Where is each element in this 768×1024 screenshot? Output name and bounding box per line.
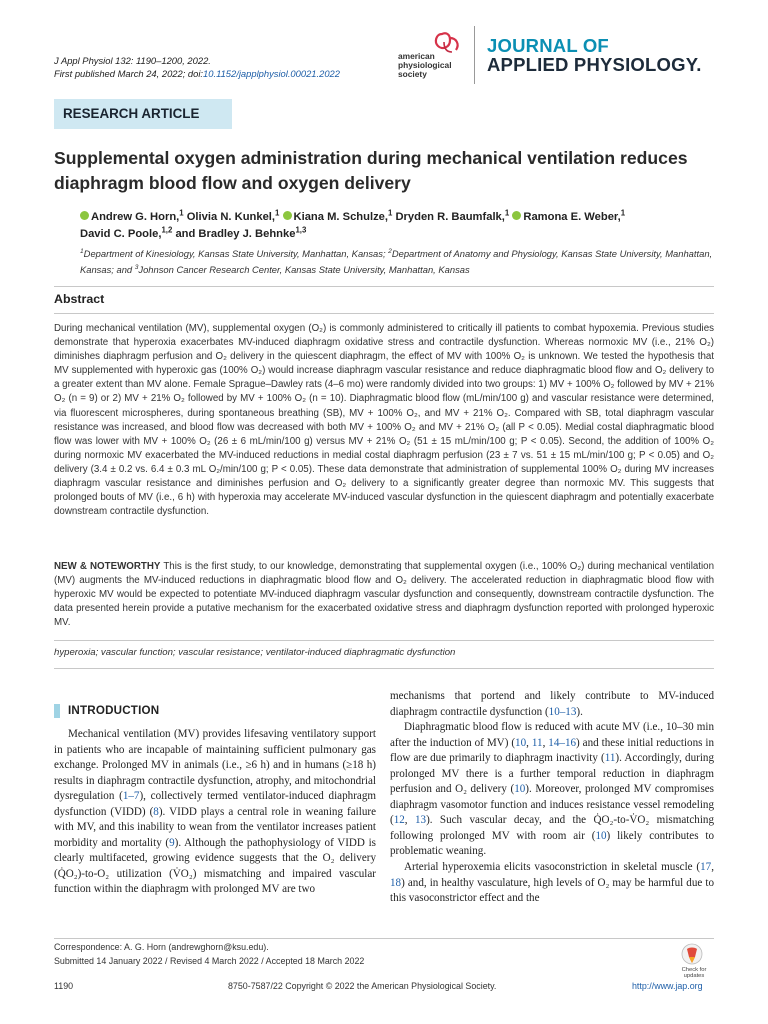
page-number: 1190 (54, 981, 74, 991)
citation (54, 54, 340, 80)
orcid-icon[interactable] (512, 211, 521, 220)
check-for-updates-label[interactable]: Check for updates (681, 967, 707, 979)
affiliation: Johnson Cancer Research Center, Kansas State University, Manhattan, Kansas (138, 264, 470, 275)
section-divider (54, 286, 714, 287)
author-name: Dryden R. Baumfalk, (395, 211, 505, 223)
text-run: ) and, in healthy vasculature, high levels of O₂ may be harmful due to this vasoconstrictor effect and the (390, 876, 714, 905)
text-run: ). VIDD plays a central role in weaning failure with MV, and this inability to wean from the ventilator increases patient morbidity and mortality ( (54, 805, 376, 849)
affil-sup: 3 (134, 263, 139, 271)
text-run: ). Although the pathophysiology of VIDD is clearly multifaceted, growing evidence suggests that the O₂ delivery (Q̇O₂)-to-O₂ utilization (V̇O₂) mismatching and impaired vascular function within the diaphragm with prolonged MV are two (54, 836, 376, 896)
journal-url-link[interactable]: http://www.jap.org (632, 981, 703, 991)
text-run: ). Such vascular decay, and the Q̇O₂-to-V̇O₂ mismatching following prolonged MV with room air ( (390, 814, 714, 842)
journal-name (487, 36, 702, 74)
abstract-body: During mechanical ventilation (MV), supplemental oxygen (O₂) is commonly administered to critically ill patients to combat hypoxemia. Previous studies demonstrate that hyperoxia exacerbates MV-induced diaphragm oxidative stress and contractile dysfunction. Whereas normoxic MV (i.e., 21% O₂) diminishes diaphragm perfusion and O₂ delivery in the quiescent diaphragm, the effect of MV with 100% O₂ is unknown. We tested the hypothesis that MV supplemented with hyperoxic gas (100% O₂) would increase diaphragm vascular resistance and reduce diaphragmatic blood flow and O₂ delivery to a greater extent than MV alone. Female Sprague–Dawley rats (4–6 mo) were randomly divided into two groups: 1) MV + 100% O₂ followed by MV + 21% O₂ (n = 9) or 2) MV + 21% O₂ followed by MV + 100% O₂ (n = 10). Diaphragmatic blood flow (mL/min/100 g) and vascular resistance were determined, via fluorescent microspheres, during spontaneous breathing (SB), MV + 100% O₂, and MV + 21% O₂. Compared with SB, total diaphragm vascular resistance was increased, and blood flow was decreased with both MV + 100% O₂ and MV + 21% O₂ (all P < 0.05). Medial costal diaphragmatic blood flow was lower with MV + 100% O₂ (26 ± 6 mL/min/100 g) versus MV + 21% O₂ (51 ± 15 mL/min/100 g; P < 0.05). Second, the addition of 100% O₂ during normoxic MV exacerbated the MV-induced reductions in medial costal diaphragm perfusion (23 ± 7 vs. 51 ± 15 mL/min/100 g; P < 0.05) and O₂ delivery (3.4 ± 0.2 vs. 6.4 ± 0.3 mL O₂/min/100 g; P < 0.05). These data demonstrate that administration of supplemental 100% O₂ during MV increases diaphragm vascular resistance and diminishes perfusion and O₂ delivery to a significantly greater degree than normoxic MV. This suggests that prolonged bouts of MV (i.e., 6 h) with hyperoxia may accelerate MV-induced vascular dysfunction in the quiescent diaphragm and potentially exacerbate downstream contractile dysfunction. (54, 323, 714, 518)
body-column-left (54, 727, 376, 898)
author-affil-sup: 1 (620, 208, 626, 218)
text-run: ). (576, 705, 583, 718)
author-name: David C. Poole, (80, 228, 162, 240)
copyright: 8750-7587/22 Copyright © 2022 the American Physiological Society. (228, 981, 497, 991)
affil-sup: 2 (388, 247, 392, 255)
reference-link[interactable]: 12 (393, 814, 405, 827)
journal-name-line1: JOURNAL OF (487, 35, 609, 56)
journal-name-line2: APPLIED PHYSIOLOGY. (487, 54, 702, 75)
section-marker (54, 704, 60, 718)
paragraph: Arterial hyperoxemia elicits vasoconstriction in skeletal muscle (17, 18) and, in healthy vasculature, high levels of O₂ may be harmful due to this vasoconstrictor effect and the (390, 861, 714, 905)
author-affil-sup: 1 (388, 208, 393, 218)
citation-doi-line (54, 67, 340, 80)
footer-divider (54, 938, 714, 939)
society-line: physiological (398, 60, 452, 70)
correspondence: Correspondence: A. G. Horn (andrewghorn@ksu.edu). (54, 942, 269, 952)
section-divider (54, 313, 714, 314)
affiliation: Department of Anatomy and Physiology, Kansas State University, Manhattan, Kansas; and (80, 248, 713, 275)
reference-link[interactable]: 10–13 (548, 705, 577, 718)
society-line: american (398, 51, 435, 61)
text-run: ). Moreover, prolonged MV compromises diaphragm vasomotor function and induces resistance vessel remodeling ( (390, 783, 715, 827)
author-list (80, 209, 720, 243)
reference-link[interactable]: 8 (153, 805, 159, 818)
new-noteworthy-label: NEW & NOTEWORTHY (54, 561, 161, 572)
reference-link[interactable]: 18 (390, 876, 402, 889)
author-name: Andrew G. Horn, (91, 211, 180, 223)
text-run: Diaphragmatic blood flow is reduced with acute MV (i.e., 10–30 min after the induction of MV) ( (390, 721, 714, 749)
introduction-heading: INTRODUCTION (68, 704, 160, 717)
paragraph (390, 689, 714, 720)
author-affil-sup: 1 (504, 208, 510, 218)
text-run: ). Accordingly, during prolonged MV there is a further temporal reduction in diaphragm perfusion and O₂ delivery ( (390, 752, 714, 796)
doi-link[interactable]: 10.1152/japplphysiol.00021.2022 (203, 68, 340, 79)
new-noteworthy (54, 560, 714, 630)
orcid-icon[interactable] (283, 211, 292, 220)
reference-link[interactable]: 11 (604, 752, 616, 765)
affil-sup: 1 (80, 247, 84, 255)
logo-divider (474, 26, 475, 84)
new-noteworthy-body: This is the first study, to our knowledge, demonstrating that supplemental oxygen (i.e., 100% O₂) during mechanical ventilation (MV) augments the MV-induced reductions in diaphragmatic blood flow and O₂ delivery. The accelerated reduction in diaphragmatic blood flow with hyperoxic MV would be expected to potentiate MV-induced diaphragm vascular dysfunction and consequently, downstream contractile dysfunction. The data presented herein provide a putative mechanism for the exacerbated oxidative stress and diaphragm dysfunction reported with prolonged hyperoxic MV. (54, 561, 714, 629)
section-divider (54, 668, 714, 669)
reference-link[interactable]: 1–7 (122, 790, 140, 803)
paragraph: Diaphragmatic blood flow is reduced with acute MV (i.e., 10–30 min after the induction of MV) (10, 11, 14–16) and these initial reductions in flow are due primarily to diaphragm inactivity (11). Accordingly, during prolonged MV there is a further temporal reduction in diaphragm perfusion and O₂ delivery (10). Moreover, prolonged MV compromises diaphragm vasomotor function and induces resistance vessel remodeling (12, 13). Such vascular decay, and the Q̇O₂-to-V̇O₂ mismatching following prolonged MV with room air (10) likely contributes to problematic weaning. (390, 721, 715, 858)
text-run: ), collectively termed ventilator-induced diaphragm dysfunction (VIDD) ( (54, 790, 376, 818)
article-type-label: RESEARCH ARTICLE (54, 99, 232, 129)
text-run: Mechanical ventilation (MV) provides lifesaving ventilatory support in patients who are incapable of maintaining sufficient pulmonary gas exchange. Prolonged MV in animals (i.e., ≥6 h) and in humans (≥18 h) results in diaphragm contractile dysfunction, atrophy, and mitochondrial dysregulation ( (54, 728, 376, 803)
text-run: mechanisms that portend and likely contribute to MV-induced diaphragm contractile dysfunction ( (390, 690, 714, 718)
society-name (398, 52, 452, 79)
reference-link[interactable]: 11 (531, 736, 543, 749)
article-title: Supplemental oxygen administration during mechanical ventilation reduces diaphragm blood flow and oxygen delivery (54, 148, 688, 193)
text-run: ) and these initial reductions in flow are due primarily to diaphragm inactivity ( (390, 736, 715, 765)
reference-link[interactable]: 10 (515, 736, 527, 749)
text-run: Arterial hyperoxemia elicits vasoconstriction in skeletal muscle ( (404, 861, 701, 874)
submission-dates: Submitted 14 January 2022 / Revised 4 March 2022 / Accepted 18 March 2022 (54, 956, 365, 966)
author-affil-sup: 1,3 (295, 225, 307, 235)
author-name: Olivia N. Kunkel, (186, 211, 276, 223)
affiliations (80, 246, 720, 278)
reference-link[interactable]: 10 (595, 829, 607, 842)
paragraph (54, 727, 376, 898)
author-affil-sup: 1 (275, 208, 280, 218)
doi-prefix: First published March 24, 2022; doi: (54, 68, 204, 79)
author-name: and Bradley J. Behnke (175, 228, 296, 240)
author-affil-sup: 1,2 (161, 225, 173, 235)
reference-link[interactable]: 10 (514, 783, 526, 796)
keywords: hyperoxia; vascular function; vascular resistance; ventilator-induced diaphragmatic dysfunction (54, 647, 456, 658)
reference-link[interactable]: 14–16 (548, 736, 577, 749)
author-affil-sup: 1 (179, 208, 184, 218)
orcid-icon[interactable] (80, 211, 89, 220)
body-column-right (390, 689, 714, 907)
citation-line: J Appl Physiol 132: 1190–1200, 2022. (54, 55, 211, 66)
reference-link[interactable]: 17 (700, 861, 712, 874)
reference-link[interactable]: 13 (414, 814, 427, 827)
reference-link[interactable]: 9 (169, 836, 175, 849)
author-name: Ramona E. Weber, (523, 211, 621, 223)
society-line: society (398, 69, 427, 79)
section-divider (54, 640, 714, 641)
abstract-heading: Abstract (54, 292, 105, 306)
affiliation: Department of Kinesiology, Kansas State University, Manhattan, Kansas; (83, 248, 389, 259)
author-name: Kiana M. Schulze, (293, 211, 388, 223)
text-run: ) likely contributes to problematic weaning. (390, 829, 714, 858)
